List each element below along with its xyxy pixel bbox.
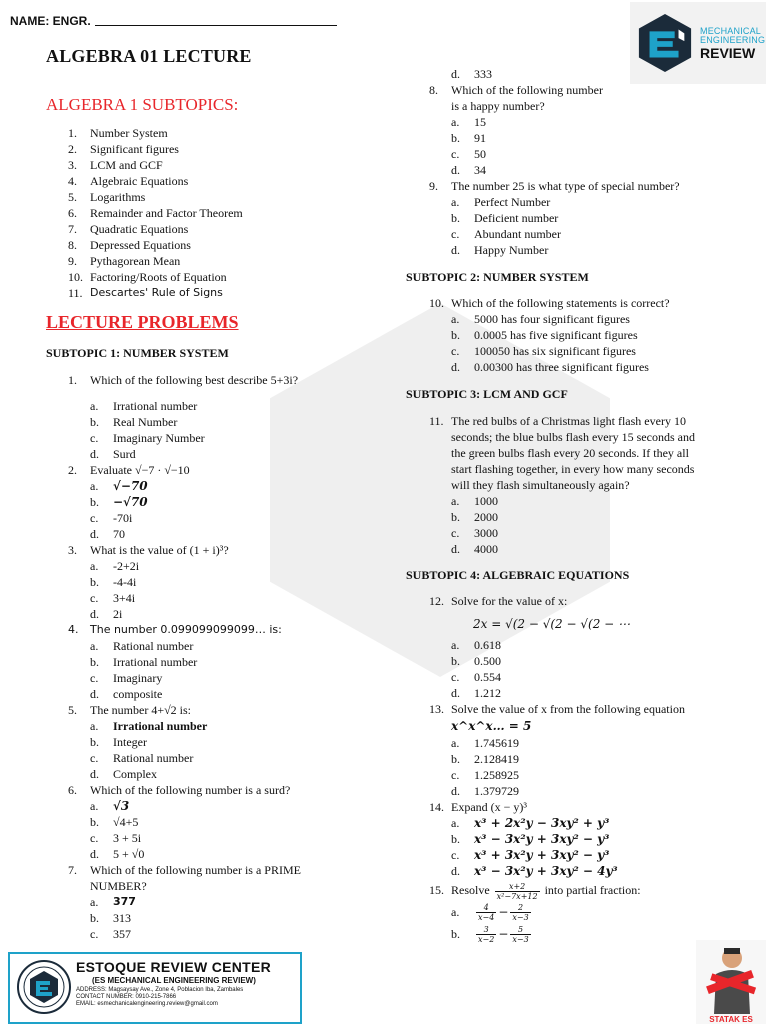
option: d. composite bbox=[90, 687, 163, 701]
list-item: 1. Number System bbox=[68, 126, 168, 140]
option: c. 0.554 bbox=[451, 670, 501, 684]
option: a. -2+2i bbox=[90, 559, 140, 573]
option: b. Integer bbox=[90, 735, 147, 749]
logo-word-engineering: ENGINEERING bbox=[700, 34, 766, 45]
question-5-options bbox=[90, 718, 368, 782]
option: b. Irrational number bbox=[90, 655, 198, 669]
name-field bbox=[10, 14, 350, 28]
option: d. 34 bbox=[451, 163, 486, 177]
question-12-equation: 2x = √(2 − √(2 − √(2 − ⋯ bbox=[473, 617, 631, 631]
option: d. 2i bbox=[90, 607, 123, 621]
option: c. Rational number bbox=[90, 751, 194, 765]
option: a. 1000 bbox=[451, 494, 498, 508]
option: a. 5000 has four significant figures bbox=[451, 312, 630, 326]
option: a. √−70 bbox=[90, 479, 148, 493]
option: b. 91 bbox=[451, 131, 486, 145]
question-10-options bbox=[451, 311, 759, 375]
option: c. 50 bbox=[451, 147, 486, 161]
option: d. Complex bbox=[90, 767, 157, 781]
option: c. 357 bbox=[90, 927, 131, 941]
list-item: 5. Logarithms bbox=[68, 190, 146, 204]
option: d. 70 bbox=[90, 527, 125, 541]
question-7-options-continued bbox=[451, 66, 759, 82]
option: a. 1.745619 bbox=[451, 736, 519, 750]
question-12: 12. Solve for the value of x: bbox=[429, 594, 568, 608]
option: b. −√70 bbox=[90, 495, 148, 509]
question-6-options bbox=[90, 798, 368, 862]
option: c. Imaginary bbox=[90, 671, 163, 685]
name-blank-line bbox=[95, 25, 337, 26]
subtopic-2-heading: SUBTOPIC 2: NUMBER SYSTEM bbox=[406, 270, 589, 284]
question-6: 6. Which of the following number is a surd? bbox=[68, 783, 291, 797]
lecture-problems-heading: LECTURE PROBLEMS bbox=[46, 312, 239, 332]
question-14-options bbox=[451, 815, 759, 879]
option: a. Rational number bbox=[90, 639, 194, 653]
question-15: 15. Resolve $\frac{x+2}{\text{x²−7x+12}}$ into partial fraction: bbox=[429, 881, 641, 901]
review-center-banner bbox=[8, 952, 302, 1024]
subtopics-heading: ALGEBRA 1 SUBTOPICS: bbox=[46, 95, 239, 114]
review-center-subtitle: (ES MECHANICAL ENGINEERING REVIEW) bbox=[92, 976, 256, 985]
question-15-options bbox=[451, 901, 759, 945]
option: c. 100050 has six significant figures bbox=[451, 344, 636, 358]
option: c. 3+4i bbox=[90, 591, 136, 605]
logo-word-review: REVIEW bbox=[700, 44, 756, 61]
option: a. x³ + 2x²y − 3xy² + y³ bbox=[451, 816, 610, 830]
option: b. √4+5 bbox=[90, 815, 139, 829]
question-12-options bbox=[451, 637, 759, 701]
question-4-options bbox=[90, 638, 368, 702]
subtopic-3-heading: SUBTOPIC 3: LCM AND GCF bbox=[406, 387, 568, 401]
question-2-options bbox=[90, 478, 368, 542]
option: b. x³ − 3x²y + 3xy² − y³ bbox=[451, 832, 610, 846]
left-column bbox=[68, 372, 368, 942]
logo-word-mechanical: MECHANICAL bbox=[700, 25, 762, 36]
right-column-lower bbox=[429, 593, 759, 945]
option: a. Perfect Number bbox=[451, 195, 551, 209]
page-title: ALGEBRA 01 LECTURE bbox=[46, 46, 252, 66]
option: d. 5 + √0 bbox=[90, 847, 145, 861]
option: b. 313 bbox=[90, 911, 131, 925]
name-label: NAME: ENGR. bbox=[10, 14, 91, 28]
list-item: 8. Depressed Equations bbox=[68, 238, 191, 252]
question-7-options bbox=[90, 894, 368, 942]
subtopics-list bbox=[68, 125, 368, 301]
list-item: 7. Quadratic Equations bbox=[68, 222, 189, 236]
option: c. 3 + 5i bbox=[90, 831, 142, 845]
question-13: 13. Solve the value of x from the following equation bbox=[429, 702, 685, 716]
option: b. -4-4i bbox=[90, 575, 137, 589]
option: d. Surd bbox=[90, 447, 136, 461]
review-center-seal-icon bbox=[16, 959, 72, 1015]
option: b. 0.0005 has five significant figures bbox=[451, 328, 638, 342]
instructor-photo bbox=[696, 940, 766, 1024]
list-item: 9. Pythagorean Mean bbox=[68, 254, 181, 268]
option: c. Abundant number bbox=[451, 227, 561, 241]
option: b. $\frac{3}{x-2}$ − $\frac{5}{x-3}$ bbox=[451, 925, 529, 944]
question-2: 2. Evaluate √−7 · √−10 bbox=[68, 463, 190, 477]
question-3: 3. What is the value of (1 + i)³? bbox=[68, 543, 229, 557]
photo-caption: STATAK ES bbox=[709, 1015, 753, 1024]
option: b. 2000 bbox=[451, 510, 498, 524]
question-1-options bbox=[90, 398, 368, 462]
question-10-block bbox=[429, 295, 759, 375]
option: d. 1.379729 bbox=[451, 784, 519, 798]
question-11-options bbox=[451, 493, 759, 557]
option: a. 377 bbox=[90, 895, 136, 909]
question-11-block bbox=[429, 413, 759, 557]
list-item: 10. Factoring/Roots of Equation bbox=[68, 270, 227, 284]
question-10: 10. Which of the following statements is correct? bbox=[429, 296, 670, 310]
question-11: 11. The red bulbs of a Christmas light flash every 10 seconds; the blue bulbs flash every 15 seconds and the green bulbs flash every 20 seconds. If they all start flashing together, in every how many seconds will they flash simultaneously again? bbox=[429, 414, 695, 492]
option: c. 1.258925 bbox=[451, 768, 519, 782]
option: a. Irrational number bbox=[90, 399, 198, 413]
question-4: 4. The number 0.099099099099… is: bbox=[68, 623, 282, 636]
option: c. x³ + 3x²y + 3xy² − y³ bbox=[451, 848, 610, 862]
question-3-options bbox=[90, 558, 368, 622]
option: c. Imaginary Number bbox=[90, 431, 205, 445]
option: c. 3000 bbox=[451, 526, 498, 540]
question-13-equation: x^x^x… = 5 bbox=[451, 719, 532, 733]
option: d. 4000 bbox=[451, 542, 498, 556]
option: d. 0.00300 has three significant figures bbox=[451, 360, 649, 374]
question-8-options bbox=[451, 114, 759, 178]
option: d. 1.212 bbox=[451, 686, 501, 700]
option: d. 333 bbox=[451, 67, 492, 81]
right-column bbox=[429, 66, 759, 258]
subtopic-1-heading: SUBTOPIC 1: NUMBER SYSTEM bbox=[46, 346, 229, 360]
instructor-figure-icon bbox=[696, 940, 766, 1014]
question-13-options bbox=[451, 735, 759, 799]
option: d. x³ − 3x²y + 3xy² − 4y³ bbox=[451, 864, 618, 878]
question-14: 14. Expand (x − y)³ bbox=[429, 800, 528, 814]
option: a. √3 bbox=[90, 799, 130, 813]
review-center-name: ESTOQUE REVIEW CENTER bbox=[76, 959, 272, 975]
review-center-address: ADDRESS: Magsaysay Ave., Zone 4, Poblacion Iba, Zambales bbox=[76, 987, 244, 993]
option: a. Irrational number bbox=[90, 719, 208, 733]
option: b. Deficient number bbox=[451, 211, 559, 225]
option: b. 0.500 bbox=[451, 654, 501, 668]
list-item: 3. LCM and GCF bbox=[68, 158, 163, 172]
question-9: 9. The number 25 is what type of special number? bbox=[429, 179, 680, 193]
option: a. 15 bbox=[451, 115, 486, 129]
option: c. -70i bbox=[90, 511, 133, 525]
list-item: 6. Remainder and Factor Theorem bbox=[68, 206, 243, 220]
question-8: 8. Which of the following number is a happy number? bbox=[429, 83, 603, 113]
subtopic-4-heading: SUBTOPIC 4: ALGEBRAIC EQUATIONS bbox=[406, 568, 630, 582]
question-7: 7. Which of the following number is a PRIME NUMBER? bbox=[68, 863, 301, 893]
list-item: 2. Significant figures bbox=[68, 142, 179, 156]
option: b. Real Number bbox=[90, 415, 178, 429]
option: a. $\frac{4}{x-4}$ − $\frac{2}{x-3}$ bbox=[451, 903, 529, 922]
list-item: 11. Descartes' Rule of Signs bbox=[68, 286, 223, 300]
review-center-contact: CONTACT NUMBER: 0910-215-7866 bbox=[76, 994, 177, 1000]
option: a. 0.618 bbox=[451, 638, 501, 652]
question-5: 5. The number 4+√2 is: bbox=[68, 703, 192, 717]
option: d. Happy Number bbox=[451, 243, 549, 257]
review-center-email: EMAIL: esmechanicalengineering.review@gmail.com bbox=[76, 1001, 218, 1007]
question-15-fraction: $\frac{x+2}{\text{x²−7x+12}}$ bbox=[496, 881, 538, 901]
es-logo-icon bbox=[636, 12, 694, 74]
option: b. 2.128419 bbox=[451, 752, 519, 766]
question-1: 1. Which of the following best describe 5+3i? bbox=[68, 373, 299, 387]
list-item: 4. Algebraic Equations bbox=[68, 174, 189, 188]
question-9-options bbox=[451, 194, 759, 258]
